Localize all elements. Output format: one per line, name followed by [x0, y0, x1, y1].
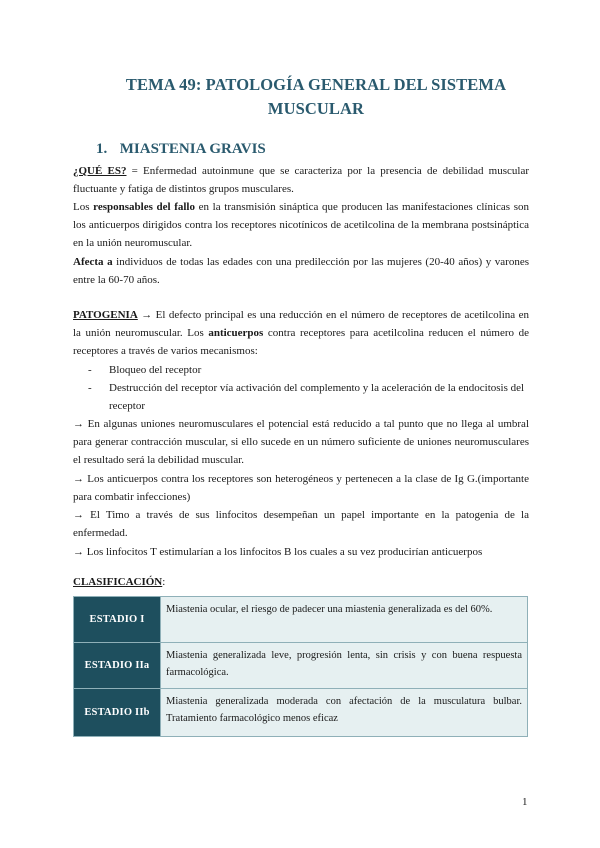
afecta-text: individuos de todas las edades con una predilección por las mujeres (20-40 años) y varones entre la 60-70 años. — [73, 256, 529, 287]
responsables-paragraph — [73, 198, 529, 253]
patogenia-text-1: → El defecto principal es una reducción en el número de receptores de acetilcolina en la unión neuromuscular. Los — [73, 309, 529, 340]
clasificacion-table — [73, 596, 528, 737]
patogenia-label: PATOGENIA — [73, 309, 138, 321]
page-title: TEMA 49: PATOLOGÍA GENERAL DEL SISTEMA MUSCULAR — [125, 75, 507, 118]
note-anticuerpos: → Los anticuerpos contra los receptores son heterogéneos y pertenecen a la clase de Ig G.(importante para combatir infecciones) — [73, 473, 529, 504]
list-item: - Destrucción del receptor vía activación del complemento y la aceleración de la endocitosis del receptor — [88, 379, 529, 415]
patogenia-bold: anticuerpos — [208, 327, 264, 340]
responsables-bold: responsables del fallo — [93, 201, 195, 213]
table-row — [74, 689, 528, 737]
stage-cell: ESTADIO IIb — [74, 689, 161, 737]
table-row — [74, 597, 528, 643]
description-cell: Miastenia generalizada moderada con afectación de la musculatura bulbar. Tratamiento farmacológico menos eficaz — [161, 689, 528, 737]
note-linfocitos: → Los linfocitos T estimularían a los linfocitos B los cuales a su vez producirían anticuerpos — [73, 546, 483, 558]
table-row — [74, 643, 528, 689]
page-number: 1 — [522, 796, 528, 808]
afecta-bold: Afecta a — [73, 256, 113, 268]
que-es-paragraph — [73, 162, 529, 198]
que-es-text: = Enfermedad autoinmune que se caracteriza por la presencia de debilidad muscular fluctuante y fatiga de distintos grupos musculares. — [73, 165, 530, 196]
que-es-label: ¿QUÉ ES? — [73, 165, 127, 177]
afecta-paragraph — [73, 253, 529, 289]
patogenia-paragraph — [73, 306, 529, 361]
stage-cell: ESTADIO IIa — [74, 643, 161, 689]
mechanism-list — [88, 361, 529, 416]
note-umbral: → En algunas uniones neuromusculares el potencial está reducido a tal punto que no llega al umbral para generar contracción muscular, si ello sucede en un número suficiente de uniones neuromusculares el resultado será la debilidad muscular. — [73, 418, 529, 467]
responsables-text: en la transmisión sináptica que producen las manifestaciones clínicas son los anticuerpos dirigidos contra los receptores nicotínicos de acetilcolina de la membrana postsináptica en la unión neuromuscular. — [73, 201, 530, 250]
clasificacion-colon: : — [162, 576, 166, 588]
description-cell: Miastenia generalizada leve, progresión lenta, sin crisis y con buena respuesta farmacológica. — [161, 643, 528, 689]
list-item-text: Bloqueo del receptor — [109, 364, 202, 376]
clasificacion-heading — [73, 576, 165, 588]
section-heading — [96, 141, 266, 158]
stage-cell: ESTADIO I — [74, 597, 161, 643]
list-item-text: Destrucción del receptor vía activación del complemento y la aceleración de la endocitosis del receptor — [109, 382, 525, 413]
patogenia-text-2: contra receptores para acetilcolina reducen el número de receptores a través de varios mecanismos: — [73, 327, 529, 358]
section-title: MIASTENIA GRAVIS — [119, 141, 266, 157]
responsables-pre: Los — [73, 201, 94, 213]
list-item: - Bloqueo del receptor — [88, 361, 529, 379]
note-timo: → El Timo a través de sus linfocitos desempeñan un papel importante en la patogenia de la enfermedad. — [73, 509, 529, 540]
description-cell: Miastenia ocular, el riesgo de padecer una miastenia generalizada es del 60%. — [161, 597, 528, 643]
section-number: 1. — [96, 141, 108, 157]
clasificacion-label: CLASIFICACIÓN — [73, 576, 163, 588]
